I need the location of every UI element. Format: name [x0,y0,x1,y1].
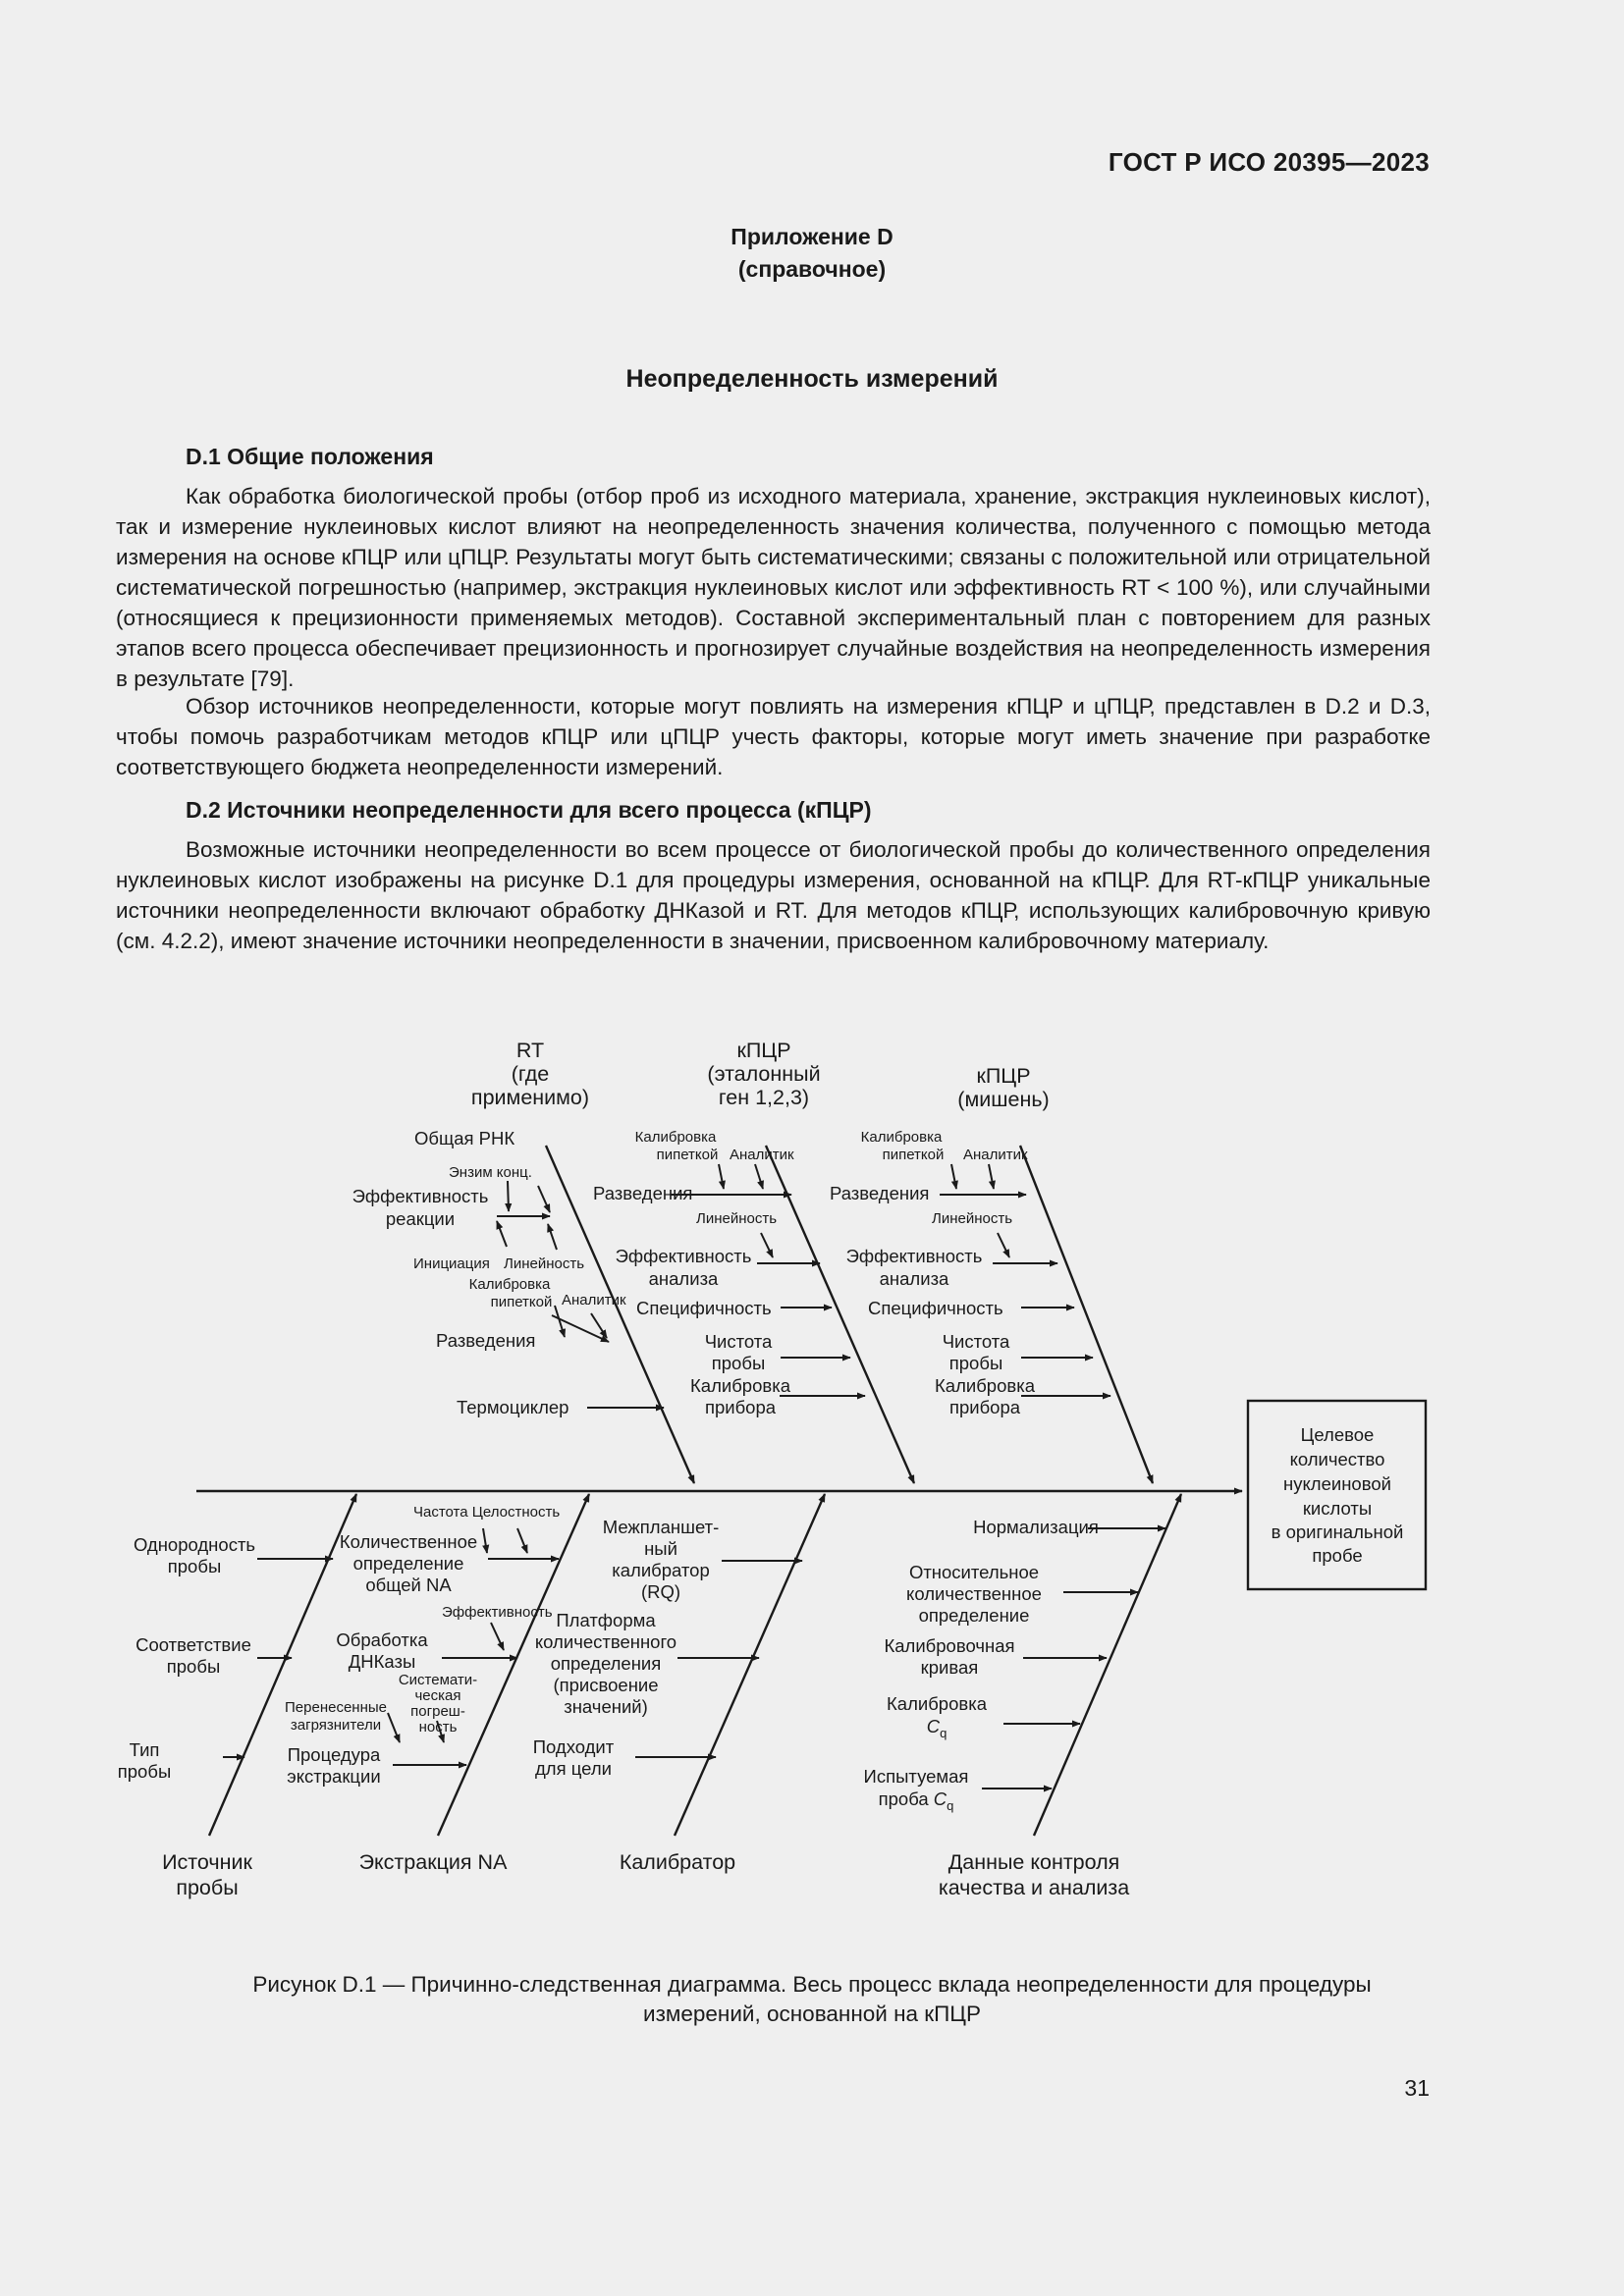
svg-text:(RQ): (RQ) [640,1581,681,1602]
svg-text:проба Cq: проба $C_q$ [878,1789,954,1813]
svg-text:определения: определения [550,1653,662,1674]
svg-text:пробе: пробе [1312,1545,1363,1566]
label-total-na-quantification [340,1531,477,1595]
annex-subtitle: (справочное) [737,256,887,282]
svg-text:Калибровка: Калибровка [935,1375,1035,1396]
svg-text:пробы: пробы [117,1761,172,1782]
svg-text:погреш-: погреш- [410,1703,465,1720]
svg-text:ность: ность [418,1719,458,1735]
svg-text:Эффективность: Эффективность [352,1186,489,1206]
svg-text:Калибровка: Калибровка [468,1276,551,1293]
label-dnase-treatment [336,1629,428,1672]
svg-text:пробы: пробы [948,1353,1003,1373]
svg-text:определение: определение [918,1605,1030,1626]
svg-text:Калибровка: Калибровка [690,1375,790,1396]
section-heading-d1: D.1 Общие положения [186,444,434,469]
label-specificity: Специфичность [636,1298,772,1318]
label-sample-conformity [135,1634,251,1677]
page-number: 31 [1404,2075,1430,2101]
label-sample-homogeneity [134,1534,255,1576]
svg-text:(мишень): (мишень) [957,1088,1050,1111]
label-test-sample-cq [864,1766,969,1813]
label-pipette-calibration [861,1129,945,1163]
svg-text:кПЦР: кПЦР [736,1039,791,1062]
document-header: ГОСТ Р ИСО 20395—2023 [1108,147,1430,177]
svg-text:анализа: анализа [648,1268,719,1289]
svg-text:Тип: Тип [129,1739,160,1760]
label-pipette-calibration [635,1129,719,1163]
svg-text:Чистота: Чистота [704,1331,773,1352]
svg-text:ген 1,2,3): ген 1,2,3) [718,1086,810,1109]
svg-text:загрязнители: загрязнители [290,1717,382,1734]
figure-caption: Рисунок D.1 — Причинно-следственная диаграмма. Весь процесс вклада неопределенности для процедуры измерений, основанной на кПЦР [252,1972,1372,2026]
svg-text:реакции: реакции [385,1208,456,1229]
svg-text:Калибровка: Калибровка [634,1129,717,1146]
svg-text:Перенесенные: Перенесенные [285,1699,387,1716]
label-relative-quantification [906,1562,1042,1626]
paragraph: Как обработка биологической пробы (отбор проб из исходного материала, хранение, экстракция нуклеиновых кислот), так и измерение нуклеиновых кислот влияют на неопределенность значения количества, полученного с помощью метода измерения на основе кПЦР или цПЦР. Результаты могут быть систематическими; связаны с положительной или отрицательной систематической погрешностью (например, экстракция нуклеиновых кислот или эффективность RT < 100 %), или случайными (относящиеся к прецизионности применяемых методов). Составной экспериментальный план с повторением для разных этапов всего процесса обеспечивает прецизионность и прогнозирует случайные воздействия на неопределенность измерения в результате [79]. [116,484,1431,691]
bone-target-title [957,1064,1049,1111]
svg-text:экстракции: экстракции [287,1766,381,1787]
paragraph: Возможные источники неопределенности во всем процессе от биологической пробы до количественного определения нуклеиновых кислот изображены на рисунке D.1 для процедуры измерения, основанной на кПЦР. Для RT-кПЦР уникальные источники неопределенности включают обработку ДНКазой и RT. Для методов кПЦР, использующих калибровочную кривую (см. 4.2.2), имеют значение источники неопределенности в значении, присвоенном калибровочному материалу. [116,837,1431,953]
svg-text:Калибровка: Калибровка [887,1693,987,1714]
paragraph: Обзор источников неопределенности, которые могут повлиять на измерения кПЦР и цПЦР, представлен в D.2 и D.3, чтобы помочь разработчикам методов кПЦР или цПЦР учесть факторы, которые могут иметь значение при разработке соответствующего бюджета неопределенности измерений. [116,694,1431,779]
label-analyst: Аналитик [963,1147,1028,1163]
svg-text:пробы: пробы [166,1656,221,1677]
label-dilutions: Разведения [830,1183,930,1203]
svg-text:пипеткой: пипеткой [656,1147,719,1163]
label-assay-efficiency [616,1246,752,1289]
svg-text:(эталонный: (эталонный [707,1062,821,1086]
bone-qc-line [1034,1494,1181,1836]
svg-text:Обработка: Обработка [336,1629,428,1650]
label-interplate-calibrator [603,1517,720,1602]
svg-text:Cq: $C_q$ [926,1716,947,1740]
label-general-rna: Общая РНК [414,1128,515,1148]
bone-calibrator-title: Калибратор [619,1850,736,1874]
label-analyst: Аналитик [562,1292,626,1308]
svg-text:прибора: прибора [704,1397,777,1417]
label-calibration-curve [884,1635,1014,1678]
label-dilutions: Разведения [436,1330,536,1351]
svg-text:общей NA: общей NA [365,1575,452,1595]
svg-text:анализа: анализа [879,1268,949,1289]
svg-text:калибратор: калибратор [612,1560,710,1580]
bone-target-line [1020,1146,1153,1483]
svg-text:значений): значений) [564,1696,648,1717]
svg-text:кривая: кривая [920,1657,979,1678]
svg-text:Системати-: Системати- [398,1672,478,1688]
label-assay-efficiency [846,1246,983,1289]
svg-text:(присвоение: (присвоение [553,1675,659,1695]
bone-extraction-title: Экстракция NA [358,1850,508,1874]
svg-text:Процедура: Процедура [287,1744,381,1765]
label-enzyme-conc: Энзим конц. [449,1164,532,1181]
label-sample-purity [705,1331,773,1373]
svg-text:Относительное: Относительное [908,1562,1040,1582]
svg-text:Целевое: Целевое [1300,1424,1375,1445]
svg-text:Количественное: Количественное [339,1531,478,1552]
svg-text:количественного: количественного [534,1631,677,1652]
bone-calibrator-line [675,1494,825,1836]
label-sample-type [118,1739,172,1782]
svg-text:для цели: для цели [535,1758,612,1779]
svg-text:прибора: прибора [948,1397,1021,1417]
effect-label [1272,1424,1404,1566]
label-extraction-procedure [287,1744,381,1787]
label-fit-for-purpose [533,1736,615,1779]
label-sample-purity [943,1331,1010,1373]
svg-text:определение: определение [352,1553,464,1574]
svg-text:пробы: пробы [167,1556,222,1576]
label-thermocycler: Термоциклер [457,1397,569,1417]
svg-text:ный: ный [644,1538,677,1559]
svg-text:Эффективность: Эффективность [845,1246,983,1266]
svg-text:RT: RT [515,1039,545,1062]
svg-text:ческая: ческая [414,1687,461,1704]
bone-qc-title [939,1850,1129,1899]
label-linearity: Линейность [504,1255,585,1272]
svg-text:Подходит: Подходит [532,1736,615,1757]
label-linearity: Линейность [932,1210,1013,1227]
label-instrument-calibration [690,1375,791,1417]
svg-text:Однородность: Однородность [133,1534,256,1555]
svg-text:количество: количество [1289,1449,1385,1469]
svg-text:ДНКазы: ДНКазы [348,1651,416,1672]
svg-text:Межпланшет-: Межпланшет- [602,1517,720,1537]
section-heading-d2: D.2 Источники неопределенности для всего процесса (кПЦР) [186,797,872,823]
annex-title: Приложение D [731,224,893,249]
label-pipette-calibration [469,1276,553,1310]
main-title: Неопределенность измерений [625,365,999,393]
label-normalization: Нормализация [973,1517,1099,1537]
label-quantification-platform [535,1610,677,1717]
bone-ref-title [707,1039,820,1109]
svg-text:в оригинальной: в оригинальной [1271,1522,1404,1542]
svg-text:Соответствие: Соответствие [135,1634,251,1655]
label-calibration-cq [887,1693,988,1740]
svg-text:Калибровка: Калибровка [860,1129,943,1146]
label-reaction-efficiency [352,1186,489,1229]
svg-text:Платформа: Платформа [556,1610,656,1630]
label-analyst: Аналитик [730,1147,794,1163]
label-instrument-calibration [935,1375,1036,1417]
label-systematic-error [399,1672,477,1735]
label-purity-integrity: Частота Целостность [413,1504,561,1521]
svg-text:Данные контроля: Данные контроля [947,1850,1120,1874]
bone-source-title [162,1850,252,1899]
svg-text:пробы: пробы [711,1353,766,1373]
svg-text:применимо): применимо) [470,1086,590,1109]
svg-text:(где: (где [511,1062,550,1086]
label-specificity: Специфичность [868,1298,1003,1318]
svg-text:количественное: количественное [906,1583,1042,1604]
svg-text:качества и анализа: качества и анализа [938,1876,1130,1899]
svg-text:нуклеиновой: нуклеиновой [1283,1473,1391,1494]
label-carryover-contaminants [285,1699,387,1734]
label-initiation: Инициация [413,1255,490,1272]
svg-text:пробы: пробы [176,1876,239,1899]
svg-text:Источник: Источник [162,1850,252,1874]
bone-rt-title [471,1039,589,1109]
svg-text:Чистота: Чистота [942,1331,1010,1352]
svg-text:Эффективность: Эффективность [615,1246,752,1266]
svg-text:пипеткой: пипеткой [882,1147,945,1163]
label-dilutions: Разведения [593,1183,693,1203]
svg-text:Калибровочная: Калибровочная [884,1635,1015,1656]
svg-text:Испытуемая: Испытуемая [863,1766,969,1787]
svg-text:пипеткой: пипеткой [490,1294,553,1310]
svg-text:кислоты: кислоты [1302,1498,1373,1519]
svg-text:кПЦР: кПЦР [976,1064,1031,1088]
label-efficiency: Эффективность [442,1604,553,1621]
label-linearity: Линейность [696,1210,778,1227]
